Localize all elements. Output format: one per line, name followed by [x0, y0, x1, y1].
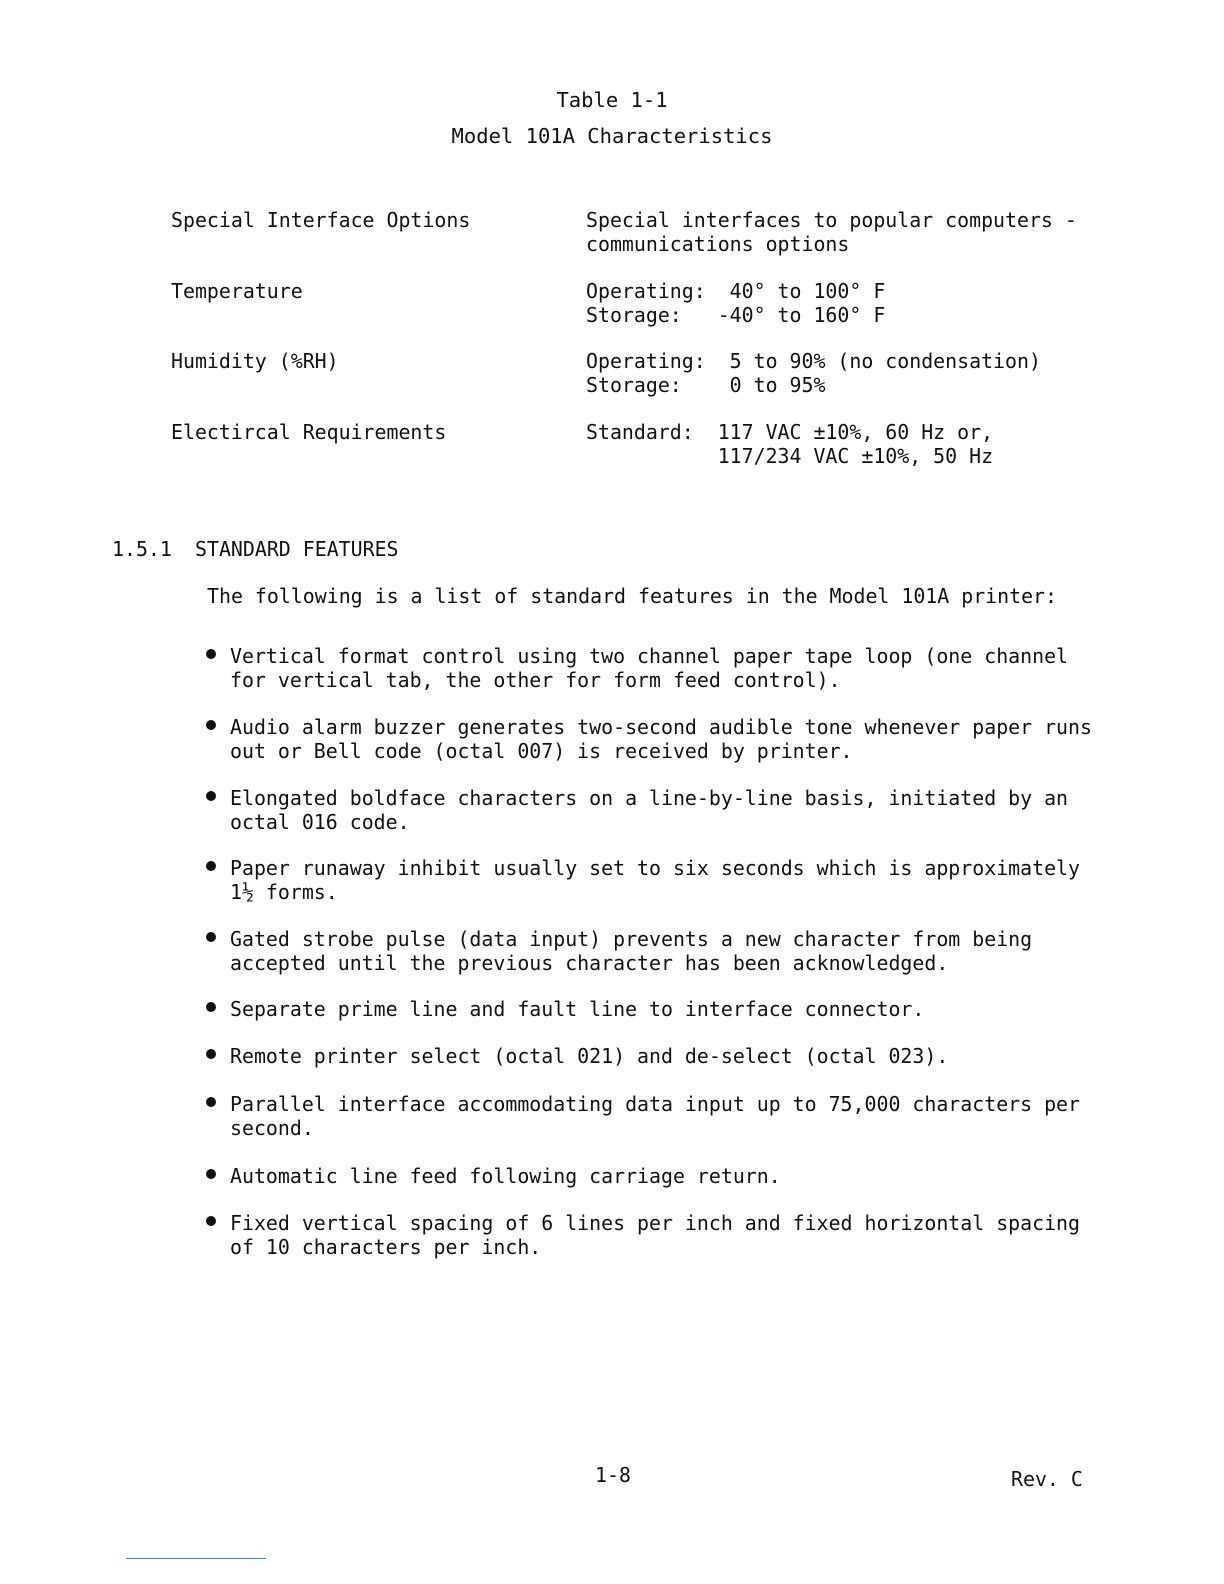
bullet-icon: [206, 1097, 216, 1107]
list-item: 1½ forms.: [230, 880, 338, 904]
list-item: Remote printer select (octal 021) and de-select (octal 023).: [230, 1044, 949, 1068]
list-item: for vertical tab, the other for form feed control).: [230, 668, 841, 692]
list-item: of 10 characters per inch.: [230, 1235, 542, 1259]
table-row-label: Special Interface Options: [171, 208, 471, 232]
table-row-value: Storage: -40° to 160° F: [586, 303, 886, 327]
bullet-icon: [206, 1049, 216, 1059]
bottom-rule: [126, 1558, 266, 1559]
table-row-value: Operating: 5 to 90% (no condensation): [586, 349, 1041, 373]
list-item: Paper runaway inhibit usually set to six seconds which is approximately: [230, 856, 1081, 880]
list-item: Elongated boldface characters on a line-by-line basis, initiated by an: [230, 786, 1069, 810]
list-item: accepted until the previous character has been acknowledged.: [230, 951, 949, 975]
list-item: Parallel interface accommodating data input up to 75,000 characters per: [230, 1092, 1081, 1116]
list-item: Gated strobe pulse (data input) prevents a new character from being: [230, 927, 1033, 951]
table-row-value: communications options: [586, 232, 850, 256]
bullet-icon: [206, 791, 216, 801]
bullet-icon: [206, 1002, 216, 1012]
bullet-icon: [206, 1169, 216, 1179]
list-item: out or Bell code (octal 007) is received by printer.: [230, 739, 853, 763]
section-title: STANDARD FEATURES: [195, 537, 399, 561]
bullet-icon: [206, 932, 216, 942]
list-item: Separate prime line and fault line to interface connector.: [230, 997, 925, 1021]
list-item: Fixed vertical spacing of 6 lines per inch and fixed horizontal spacing: [230, 1211, 1081, 1235]
bullet-icon: [206, 1216, 216, 1226]
bullet-icon: [206, 649, 216, 659]
bullet-icon: [206, 861, 216, 871]
table-row-value: Special interfaces to popular computers -: [586, 208, 1077, 232]
table-row-label: Temperature: [171, 279, 303, 303]
table-row-value: Operating: 40° to 100° F: [586, 279, 886, 303]
table-row-value: Storage: 0 to 95%: [586, 373, 826, 397]
section-intro: The following is a list of standard features in the Model 101A printer:: [207, 584, 1058, 608]
table-row-value: 117/234 VAC ±10%, 50 Hz: [586, 444, 994, 468]
revision-label: Rev. C: [1011, 1467, 1083, 1491]
list-item: octal 016 code.: [230, 810, 410, 834]
page-number: 1-8: [595, 1463, 631, 1487]
table-row-value: Standard: 117 VAC ±10%, 60 Hz or,: [586, 420, 994, 444]
list-item: Vertical format control using two channel paper tape loop (one channel: [230, 644, 1069, 668]
section-number: 1.5.1: [112, 537, 172, 561]
table-row-label: Humidity (%RH): [171, 349, 339, 373]
list-item: Audio alarm buzzer generates two-second audible tone whenever paper runs: [230, 715, 1092, 739]
table-number: Table 1-1: [556, 88, 668, 112]
bullet-icon: [206, 720, 216, 730]
table-title: Model 101A Characteristics: [451, 124, 773, 148]
table-row-label: Electircal Requirements: [171, 420, 447, 444]
list-item: Automatic line feed following carriage return.: [230, 1164, 781, 1188]
list-item: second.: [230, 1116, 314, 1140]
